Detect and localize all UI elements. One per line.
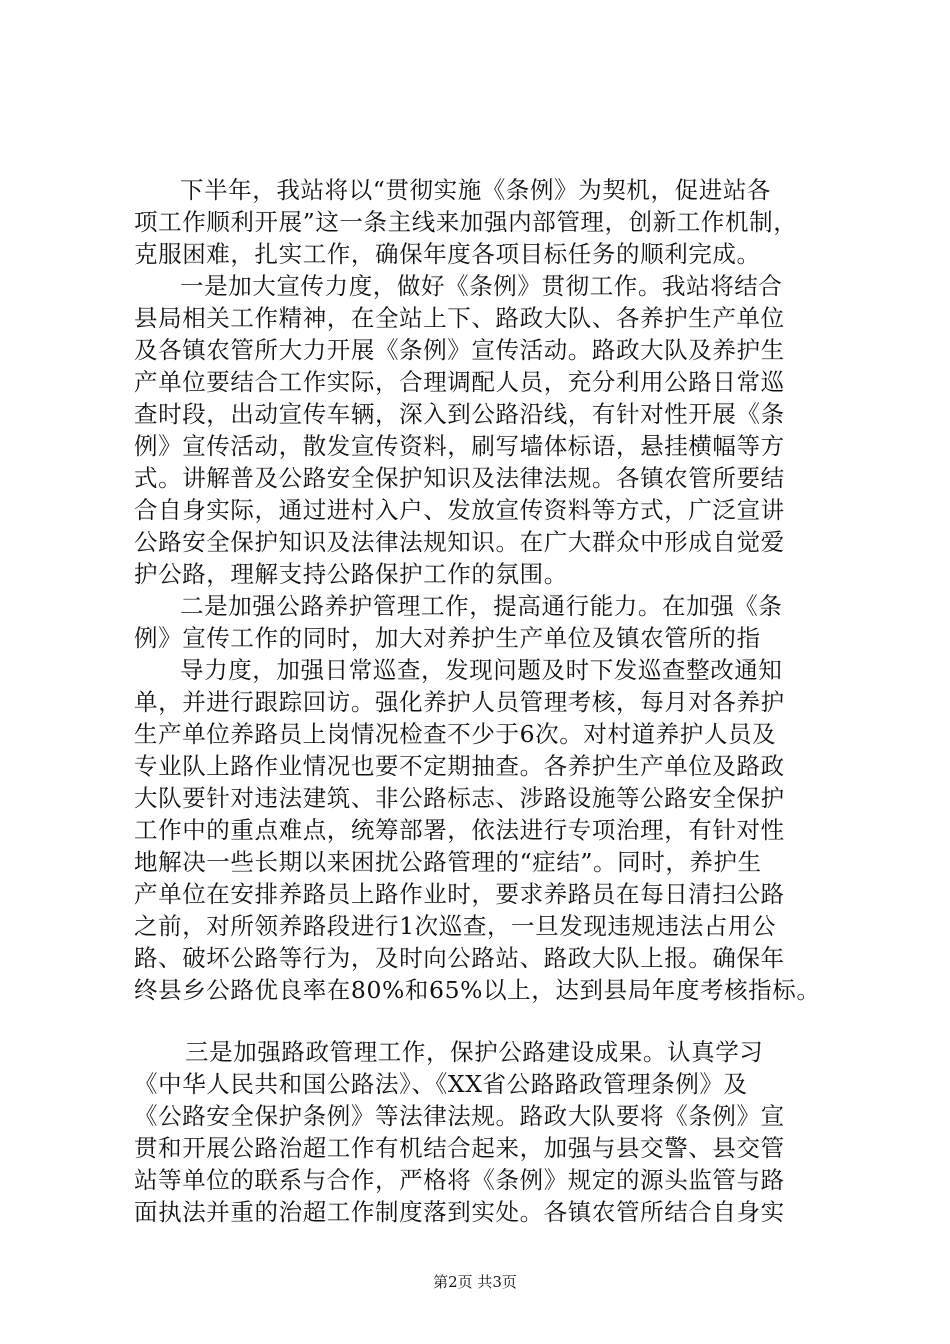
paragraph-4-line-1: 导力度，加强日常巡查，发现问题及时下发巡查整改通知 xyxy=(180,656,783,684)
page-number-footer: 第2页 共3页 xyxy=(433,1273,517,1291)
paragraph-3-line-1: 二是加强公路养护管理工作，提高通行能力。在加强《条 xyxy=(180,592,783,620)
paragraph-2-line-5: 查时段，出动宣传车辆，深入到公路沿线，有针对性开展《条 xyxy=(134,400,785,428)
paragraph-1-line-3: 克服困难，扎实工作，确保年度各项目标任务的顺利完成。 xyxy=(134,240,761,268)
paragraph-1-line-2: 项工作顺利开展”这一条主线来加强内部管理，创新工作机制， xyxy=(134,208,798,236)
paragraph-5-line-5: 站等单位的联系与合作，严格将《条例》规定的源头监管与路 xyxy=(134,1166,785,1194)
paragraph-5-line-4: 贯和开展公路治超工作有机结合起来，加强与县交警、县交管 xyxy=(134,1134,785,1162)
paragraph-2-line-1: 一是加大宣传力度，做好《条例》贯彻工作。我站将结合 xyxy=(180,272,783,300)
paragraph-2-line-2: 县局相关工作精神，在全站上下、路政大队、各养护生产单位 xyxy=(134,304,785,332)
paragraph-4-line-7: 地解决一些长期以来困扰公路管理的“症结”。同时，养护生 xyxy=(134,848,762,876)
paragraph-4-line-3: 生产单位养路员上岗情况检查不少于6次。对村道养护人员及 xyxy=(134,720,777,748)
paragraph-2-line-6: 例》宣传活动，散发宣传资料，刷写墙体标语，悬挂横幅等方 xyxy=(134,432,785,460)
paragraph-4-line-8: 产单位在安排养路员上路作业时，要求养路员在每日清扫公路 xyxy=(134,880,785,908)
paragraph-5-line-3: 《公路安全保护条例》等法律法规。路政大队要将《条例》宣 xyxy=(134,1102,785,1130)
paragraph-5-line-1: 三是加强路政管理工作，保护公路建设成果。认真学习 xyxy=(185,1038,764,1066)
paragraph-4-line-5: 大队要针对违法建筑、非公路标志、涉路设施等公路安全保护 xyxy=(134,784,785,812)
paragraph-4-line-2: 单，并进行跟踪回访。强化养护人员管理考核，每月对各养护 xyxy=(134,688,785,716)
paragraph-4-line-6: 工作中的重点难点，统筹部署，依法进行专项治理，有针对性 xyxy=(134,816,785,844)
paragraph-5-line-6: 面执法并重的治超工作制度落到实处。各镇农管所结合自身实 xyxy=(134,1198,785,1226)
paragraph-4-line-9: 之前，对所领养路段进行1次巡查，一旦发现违规违法占用公 xyxy=(134,912,777,940)
paragraph-2-line-10: 护公路，理解支持公路保护工作的氛围。 xyxy=(134,560,568,588)
paragraph-2-line-4: 产单位要结合工作实际，合理调配人员，充分利用公路日常巡 xyxy=(134,368,785,396)
paragraph-3-line-2: 例》宣传工作的同时，加大对养护生产单位及镇农管所的指 xyxy=(134,624,761,652)
paragraph-2-line-7: 式。讲解普及公路安全保护知识及法律法规。各镇农管所要结 xyxy=(134,464,785,492)
paragraph-2-line-3: 及各镇农管所大力开展《条例》宣传活动。路政大队及养护生 xyxy=(134,336,785,364)
paragraph-1-line-1: 下半年，我站将以“贯彻实施《条例》为契机，促进站各 xyxy=(180,176,772,204)
paragraph-2-line-9: 公路安全保护知识及法律法规知识。在广大群众中形成自觉爱 xyxy=(134,528,785,556)
paragraph-4-line-4: 专业队上路作业情况也要不定期抽查。各养护生产单位及路政 xyxy=(134,752,785,780)
paragraph-2-line-8: 合自身实际，通过进村入户、发放宣传资料等方式，广泛宣讲 xyxy=(134,496,785,524)
paragraph-4-line-11: 终县乡公路优良率在80%和65%以上，达到县局年度考核指标。 xyxy=(134,976,821,1004)
paragraph-4-line-10: 路、破坏公路等行为，及时向公路站、路政大队上报。确保年 xyxy=(134,944,785,972)
paragraph-5-line-2: 《中华人民共和国公路法》、《XX省公路路政管理条例》及 xyxy=(134,1070,748,1098)
